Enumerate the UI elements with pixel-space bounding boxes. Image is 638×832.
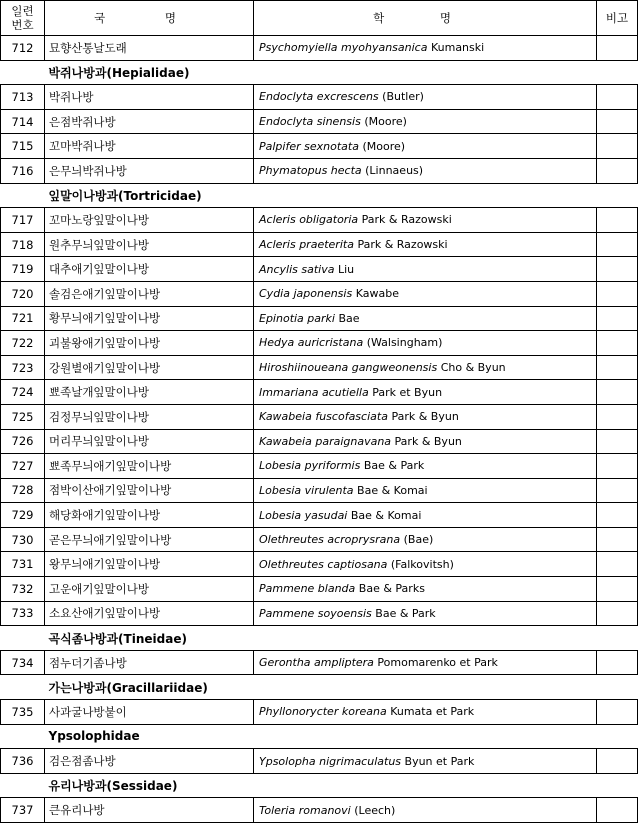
scientific-binomial: Lobesia pyriformis <box>259 459 361 473</box>
scientific-binomial: Acleris obligatoria <box>259 213 359 227</box>
remarks-cell <box>597 454 638 479</box>
scientific-name-cell <box>254 749 597 774</box>
header-korean-name: 국 명 <box>45 1 254 36</box>
serial-number-cell: 727 <box>1 454 45 479</box>
serial-number-cell: 716 <box>1 158 45 183</box>
scientific-author: (Linnaeus) <box>365 164 424 178</box>
family-heading: 유리나방과(Sessidae) <box>1 773 638 798</box>
scientific-author: Park & Byun <box>391 410 459 424</box>
scientific-author: Bae & Komai <box>350 508 422 522</box>
korean-name-cell: 점누더기좀나방 <box>45 650 254 675</box>
scientific-name-cell <box>254 601 597 626</box>
scientific-name-cell <box>254 404 597 429</box>
serial-number-cell: 719 <box>1 257 45 282</box>
serial-number-cell: 714 <box>1 109 45 134</box>
scientific-author: Byun et Park <box>404 754 475 768</box>
serial-number-cell: 729 <box>1 503 45 528</box>
korean-name-cell: 머리무늬잎말이나방 <box>45 429 254 454</box>
table-row <box>1 232 638 257</box>
scientific-author: Park et Byun <box>372 385 443 399</box>
scientific-author: Park & Byun <box>394 434 462 448</box>
table-row <box>1 355 638 380</box>
serial-number-cell: 721 <box>1 306 45 331</box>
scientific-binomial: Olethreutes captiosana <box>259 557 388 571</box>
serial-number-cell: 722 <box>1 331 45 356</box>
table-row <box>1 134 638 159</box>
family-heading-row <box>1 724 638 749</box>
korean-name-cell: 은무늬박쥐나방 <box>45 158 254 183</box>
header-row <box>1 1 638 36</box>
remarks-cell <box>597 552 638 577</box>
table-row <box>1 109 638 134</box>
scientific-binomial: Lobesia yasudai <box>259 508 348 522</box>
scientific-binomial: Endoclyta sinensis <box>259 115 361 129</box>
scientific-binomial: Pammene blanda <box>259 582 356 596</box>
serial-number-cell: 730 <box>1 527 45 552</box>
remarks-cell <box>597 404 638 429</box>
table-row <box>1 601 638 626</box>
scientific-author: (Moore) <box>364 115 407 129</box>
korean-name-cell: 뾰족무늬애기잎말이나방 <box>45 454 254 479</box>
scientific-name-cell <box>254 158 597 183</box>
header-scientific-name: 학 명 <box>254 1 597 36</box>
family-heading-row <box>1 626 638 651</box>
scientific-author: (Walsingham) <box>366 336 443 350</box>
scientific-binomial: Immariana acutiella <box>259 385 369 399</box>
table-row <box>1 478 638 503</box>
remarks-cell <box>597 503 638 528</box>
remarks-cell <box>597 700 638 725</box>
scientific-binomial: Kawabeia paraignavana <box>259 434 392 448</box>
header-serial-line1: 일련 <box>11 4 34 18</box>
family-heading: 박쥐나방과(Hepialidae) <box>1 60 638 85</box>
scientific-name-cell <box>254 700 597 725</box>
serial-number-cell: 731 <box>1 552 45 577</box>
table-row <box>1 798 638 823</box>
remarks-cell <box>597 134 638 159</box>
remarks-cell <box>597 257 638 282</box>
scientific-binomial: Toleria romanovi <box>259 803 351 817</box>
table-body <box>1 36 638 823</box>
remarks-cell <box>597 355 638 380</box>
serial-number-cell: 735 <box>1 700 45 725</box>
scientific-author: Bae & Park <box>363 459 425 473</box>
scientific-name-cell <box>254 232 597 257</box>
family-heading: Ypsolophidae <box>1 724 638 749</box>
remarks-cell <box>597 306 638 331</box>
serial-number-cell: 736 <box>1 749 45 774</box>
table-row <box>1 429 638 454</box>
table-row <box>1 158 638 183</box>
family-heading: 가는나방과(Gracillariidae) <box>1 675 638 700</box>
scientific-name-cell <box>254 85 597 110</box>
scientific-binomial: Kawabeia fuscofasciata <box>259 410 388 424</box>
scientific-name-cell <box>254 503 597 528</box>
table-row <box>1 208 638 233</box>
table-row <box>1 380 638 405</box>
scientific-name-cell <box>254 798 597 823</box>
scientific-author: Kumanski <box>430 41 485 55</box>
serial-number-cell: 737 <box>1 798 45 823</box>
remarks-cell <box>597 429 638 454</box>
scientific-name-cell <box>254 257 597 282</box>
remarks-cell <box>597 478 638 503</box>
scientific-name-cell <box>254 306 597 331</box>
serial-number-cell: 734 <box>1 650 45 675</box>
korean-name-cell: 소요산애기잎말이나방 <box>45 601 254 626</box>
korean-name-cell: 곧은무늬애기잎말이나방 <box>45 527 254 552</box>
scientific-author: Bae & Park <box>375 606 436 620</box>
korean-name-cell: 고운애기잎말이나방 <box>45 577 254 602</box>
scientific-author: (Moore) <box>362 139 406 153</box>
scientific-name-cell <box>254 380 597 405</box>
table-row <box>1 404 638 429</box>
table-row <box>1 331 638 356</box>
serial-number-cell: 712 <box>1 36 45 61</box>
scientific-author: Pomomarenko et Park <box>377 656 498 670</box>
table-row <box>1 36 638 61</box>
scientific-name-cell <box>254 331 597 356</box>
serial-number-cell: 717 <box>1 208 45 233</box>
scientific-author: Park & Razowski <box>357 238 448 252</box>
remarks-cell <box>597 208 638 233</box>
scientific-author: Cho & Byun <box>440 361 506 375</box>
remarks-cell <box>597 281 638 306</box>
scientific-binomial: Gerontha ampliptera <box>259 656 374 670</box>
scientific-binomial: Phymatopus hecta <box>259 164 362 178</box>
header-serial-number <box>1 1 45 36</box>
korean-name-cell: 점박이산애기잎말이나방 <box>45 478 254 503</box>
table-row <box>1 577 638 602</box>
table-row <box>1 503 638 528</box>
header-serial-line2: 번호 <box>11 18 34 32</box>
korean-name-cell: 왕무늬애기잎말이나방 <box>45 552 254 577</box>
family-heading-row <box>1 183 638 208</box>
remarks-cell <box>597 749 638 774</box>
korean-name-cell: 황무늬애기잎말이나방 <box>45 306 254 331</box>
table-row <box>1 552 638 577</box>
scientific-name-cell <box>254 577 597 602</box>
korean-name-cell: 강원별애기잎말이나방 <box>45 355 254 380</box>
korean-name-cell: 묘향산통날도래 <box>45 36 254 61</box>
table-row <box>1 454 638 479</box>
remarks-cell <box>597 36 638 61</box>
serial-number-cell: 720 <box>1 281 45 306</box>
korean-name-cell: 솔검은애기잎말이나방 <box>45 281 254 306</box>
remarks-cell <box>597 650 638 675</box>
remarks-cell <box>597 109 638 134</box>
table-row <box>1 281 638 306</box>
korean-name-cell: 해당화애기잎말이나방 <box>45 503 254 528</box>
remarks-cell <box>597 601 638 626</box>
scientific-name-cell <box>254 355 597 380</box>
scientific-binomial: Phyllonorycter koreana <box>259 705 387 719</box>
scientific-name-cell <box>254 454 597 479</box>
scientific-author: Bae & Parks <box>358 582 425 596</box>
scientific-author: Bae & Komai <box>357 483 428 497</box>
scientific-author: (Falkovitsh) <box>390 557 454 571</box>
table-row <box>1 306 638 331</box>
serial-number-cell: 733 <box>1 601 45 626</box>
serial-number-cell: 726 <box>1 429 45 454</box>
serial-number-cell: 732 <box>1 577 45 602</box>
scientific-binomial: Pammene soyoensis <box>259 606 372 620</box>
table-row <box>1 700 638 725</box>
scientific-name-cell <box>254 527 597 552</box>
scientific-binomial: Lobesia virulenta <box>259 483 354 497</box>
scientific-name-cell <box>254 208 597 233</box>
scientific-author: Park & Razowski <box>361 213 452 227</box>
serial-number-cell: 725 <box>1 404 45 429</box>
korean-name-cell: 괴불왕애기잎말이나방 <box>45 331 254 356</box>
scientific-binomial: Ancylis sativa <box>259 262 335 276</box>
table-row <box>1 650 638 675</box>
serial-number-cell: 724 <box>1 380 45 405</box>
family-heading-row <box>1 675 638 700</box>
family-heading: 잎말이나방과(Tortricidae) <box>1 183 638 208</box>
scientific-name-cell <box>254 281 597 306</box>
family-heading-row <box>1 773 638 798</box>
remarks-cell <box>597 158 638 183</box>
scientific-author: (Bae) <box>403 533 434 547</box>
scientific-name-cell <box>254 650 597 675</box>
scientific-name-cell <box>254 552 597 577</box>
table-row <box>1 85 638 110</box>
scientific-author: (Leech) <box>354 803 396 817</box>
korean-name-cell: 은점박쥐나방 <box>45 109 254 134</box>
scientific-binomial: Acleris praeterita <box>259 238 354 252</box>
scientific-author: Kawabe <box>355 287 399 301</box>
korean-name-cell: 사과굴나방붙이 <box>45 700 254 725</box>
scientific-binomial: Hedya auricristana <box>259 336 364 350</box>
family-heading-row <box>1 60 638 85</box>
scientific-name-cell <box>254 429 597 454</box>
korean-name-cell: 박쥐나방 <box>45 85 254 110</box>
scientific-binomial: Olethreutes acroprysrana <box>259 533 401 547</box>
remarks-cell <box>597 85 638 110</box>
family-heading: 곡식좀나방과(Tineidae) <box>1 626 638 651</box>
korean-name-cell: 원추무늬잎말이나방 <box>45 232 254 257</box>
scientific-author: Liu <box>338 262 355 276</box>
serial-number-cell: 728 <box>1 478 45 503</box>
scientific-binomial: Epinotia parki <box>259 311 335 325</box>
serial-number-cell: 723 <box>1 355 45 380</box>
header-remarks: 비고 <box>597 1 638 36</box>
scientific-name-cell <box>254 36 597 61</box>
korean-name-cell: 대추애기잎말이나방 <box>45 257 254 282</box>
scientific-binomial: Ypsolopha nigrimaculatus <box>259 754 402 768</box>
scientific-binomial: Palpifer sexnotata <box>259 139 359 153</box>
scientific-binomial: Hiroshiinoueana gangweonensis <box>259 361 438 375</box>
remarks-cell <box>597 577 638 602</box>
remarks-cell <box>597 380 638 405</box>
korean-name-cell: 꼬마박쥐나방 <box>45 134 254 159</box>
scientific-author: Kumata et Park <box>390 705 475 719</box>
scientific-name-cell <box>254 134 597 159</box>
table-row <box>1 749 638 774</box>
korean-name-cell: 검은점좀나방 <box>45 749 254 774</box>
table-row <box>1 257 638 282</box>
serial-number-cell: 718 <box>1 232 45 257</box>
remarks-cell <box>597 798 638 823</box>
scientific-binomial: Endoclyta excrescens <box>259 90 379 104</box>
scientific-binomial: Cydia japonensis <box>259 287 353 301</box>
remarks-cell <box>597 331 638 356</box>
korean-name-cell: 큰유리나방 <box>45 798 254 823</box>
serial-number-cell: 715 <box>1 134 45 159</box>
serial-number-cell: 713 <box>1 85 45 110</box>
korean-name-cell: 검정무늬잎말이나방 <box>45 404 254 429</box>
korean-name-cell: 꼬마노랑잎말이나방 <box>45 208 254 233</box>
scientific-author: Bae <box>338 311 360 325</box>
table-row <box>1 527 638 552</box>
scientific-author: (Butler) <box>382 90 424 104</box>
remarks-cell <box>597 232 638 257</box>
scientific-name-cell <box>254 478 597 503</box>
scientific-binomial: Psychomyiella myohyansanica <box>259 41 428 55</box>
korean-name-cell: 뾰족날개잎말이나방 <box>45 380 254 405</box>
remarks-cell <box>597 527 638 552</box>
scientific-name-cell <box>254 109 597 134</box>
